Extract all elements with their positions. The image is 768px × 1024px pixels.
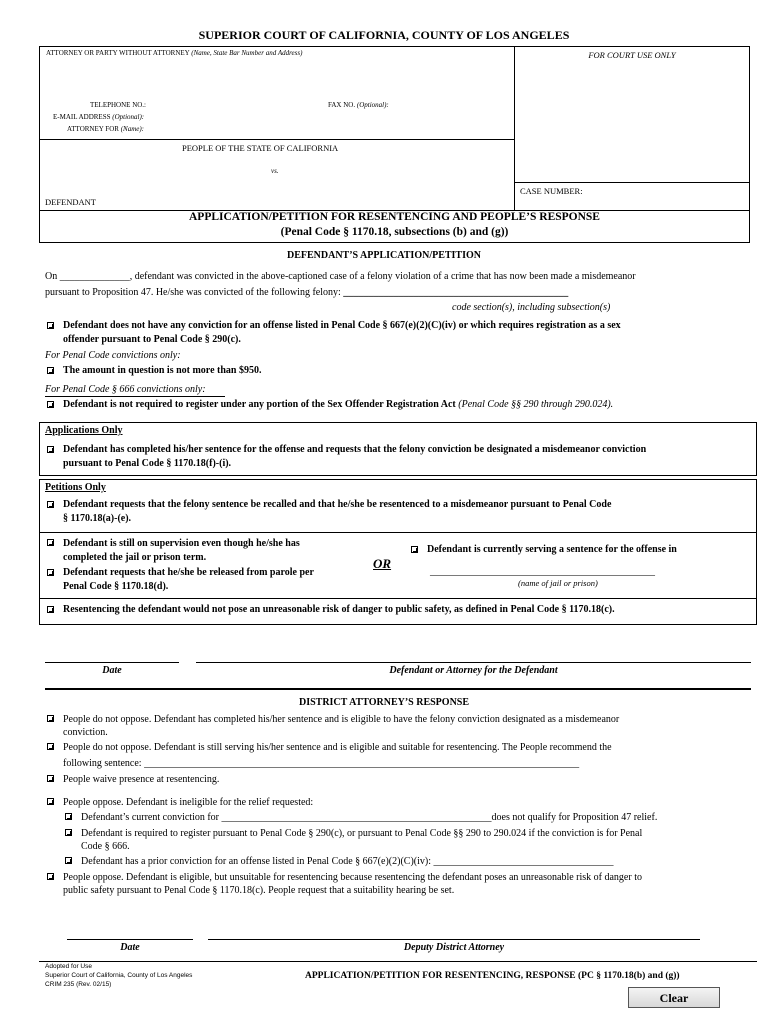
- no-risk-checkbox[interactable]: [47, 606, 54, 613]
- sub-current-conviction-text: Defendant’s current conviction for ______________________________________________________does not qualify for Proposition 47 relief.: [81, 812, 658, 823]
- defendant-section-heading: DEFENDANT’S APPLICATION/PETITION: [286, 250, 481, 261]
- no-risk-text: Resentencing the defendant would not pose an unreasonable risk of danger to public safety, as defined in Penal Code § 1170.18(c).: [63, 604, 615, 615]
- supervision-text-line2: completed the jail or prison term.: [63, 552, 207, 563]
- adopted-line2: Superior Court of California, County of Los Angeles: [45, 972, 193, 979]
- section-separator: [45, 688, 751, 690]
- petitions-divider-1: [39, 532, 757, 533]
- defendant-signature-label: Defendant or Attorney for the Defendant: [389, 665, 558, 676]
- date-label-2: Date: [120, 942, 140, 953]
- jail-name-field[interactable]: _____________________________________________: [430, 566, 655, 577]
- penal-666-underline: [45, 396, 225, 397]
- applications-heading: Applications Only: [45, 425, 123, 436]
- da-oppose-unsuitable-line2: public safety pursuant to Penal Code § 1170.18(c). People request that a suitability hearing be set.: [63, 885, 455, 896]
- form-title-line2: (Penal Code § 1170.18, subsections (b) and (g)): [280, 226, 509, 238]
- da-waive-presence-checkbox[interactable]: [47, 775, 54, 782]
- parole-text-line1: Defendant requests that he/she be released from parole per: [63, 567, 314, 578]
- footer-rule: [39, 961, 757, 962]
- da-signature-line[interactable]: [208, 939, 700, 940]
- date-line-1[interactable]: [45, 662, 179, 663]
- attorney-for-label: ATTORNEY FOR (Name):: [67, 125, 145, 133]
- petitions-heading: Petitions Only: [45, 482, 106, 493]
- parole-checkbox[interactable]: [47, 569, 54, 576]
- court-use-label: FOR COURT USE ONLY: [588, 50, 676, 60]
- da-no-oppose-serving-line1: People do not oppose. Defendant is still serving his/her sentence and is eligible and suitable for resentencing. The People recommend the: [63, 742, 612, 753]
- code-section-hint: code section(s), including subsection(s): [452, 302, 611, 313]
- current-conviction-field[interactable]: ______________________________________________________: [221, 812, 492, 823]
- no-conviction-checkbox[interactable]: [47, 322, 54, 329]
- case-number-label: CASE NUMBER:: [520, 186, 583, 196]
- conviction-paragraph-line2: pursuant to Proposition 47. He/she was convicted of the following felony: _____________________________________________: [45, 287, 569, 298]
- no-conviction-text-line1: Defendant does not have any conviction for an offense listed in Penal Code § 667(e)(2)(C)(iv) or which requires registration as a sex: [63, 320, 621, 331]
- not-required-register-checkbox[interactable]: [47, 401, 54, 408]
- da-oppose-ineligible-checkbox[interactable]: [47, 798, 54, 805]
- adopted-line3: CRIM 235 (Rev. 02/15): [45, 981, 112, 988]
- petitions-divider-2: [39, 598, 757, 599]
- date-line-2[interactable]: [67, 939, 193, 940]
- sub-current-conviction-checkbox[interactable]: [65, 813, 72, 820]
- parole-text-line2: Penal Code § 1170.18(d).: [63, 581, 169, 592]
- attorney-box-bottom: [39, 139, 514, 140]
- recommended-sentence-field[interactable]: _______________________________________________________________________________________: [144, 758, 580, 769]
- or-label: OR: [373, 556, 392, 571]
- sub-register-text-line1: Defendant is required to register pursuant to Penal Code § 290(c), or pursuant to Penal Code §§ 290 to 290.024 if the conviction is for Penal: [81, 828, 643, 839]
- amount-text: The amount in question is not more than $950.: [63, 365, 262, 376]
- sub-register-text-line2: Code § 666.: [81, 841, 130, 852]
- defendant-signature-line[interactable]: [196, 662, 751, 663]
- application-text-line2: pursuant to Penal Code § 1170.18(f)-(i).: [63, 458, 232, 469]
- jail-name-hint: (name of jail or prison): [518, 578, 598, 588]
- caption-divider: [514, 46, 515, 211]
- date-label-1: Date: [102, 665, 122, 676]
- sub-prior-conviction-checkbox[interactable]: [65, 857, 72, 864]
- people-caption: PEOPLE OF THE STATE OF CALIFORNIA: [182, 143, 339, 153]
- application-text-line1: Defendant has completed his/her sentence for the offense and requests that the felony conviction be designated a misdemeanor conviction: [63, 444, 647, 455]
- clear-button[interactable]: Clear: [628, 987, 720, 1008]
- supervision-text-line1: Defendant is still on supervision even though he/she has: [63, 538, 300, 549]
- petition-recall-text-line2: § 1170.18(a)-(e).: [63, 513, 132, 524]
- da-waive-presence-text: People waive presence at resentencing.: [63, 774, 220, 785]
- no-conviction-text-line2: offender pursuant to Penal Code § 290(c).: [63, 334, 241, 345]
- penal-666-only-label: For Penal Code § 666 convictions only:: [45, 384, 206, 395]
- email-label: E-MAIL ADDRESS (Optional):: [53, 113, 145, 121]
- serving-sentence-checkbox[interactable]: [411, 546, 418, 553]
- da-no-oppose-serving-line2: following sentence: _______________________________________________________________________________________: [63, 758, 580, 769]
- petition-recall-text-line1: Defendant requests that the felony sentence be recalled and that he/she be resentenced to a misdemeanor pursuant to Penal Code: [63, 499, 612, 510]
- conviction-paragraph-line1: On ______________, defendant was convicted in the above-captioned case of a felony violation of a crime that has now been made a misdemeanor: [45, 271, 636, 282]
- prior-conviction-field[interactable]: ____________________________________: [433, 856, 614, 867]
- sub-prior-conviction-text: Defendant has a prior conviction for an offense listed in Penal Code § 667(e)(2)(C)(iv): ____________________________________: [81, 856, 614, 867]
- da-no-oppose-completed-line1: People do not oppose. Defendant has completed his/her sentence and is eligible to have the felony conviction designated as a misdemeanor: [63, 714, 620, 725]
- penal-code-only-label: For Penal Code convictions only:: [45, 350, 181, 361]
- serving-sentence-text: Defendant is currently serving a sentence for the offense in: [427, 544, 677, 555]
- da-oppose-unsuitable-line1: People oppose. Defendant is eligible, but unsuitable for resentencing because resentencing the defendant poses an unreasonable risk of danger to: [63, 872, 642, 883]
- petition-recall-checkbox[interactable]: [47, 501, 54, 508]
- attorney-label: ATTORNEY OR PARTY WITHOUT ATTORNEY (Name, State Bar Number and Address): [46, 49, 303, 57]
- not-required-register-text: Defendant is not required to register under any portion of the Sex Offender Registration Act (Penal Code §§ 290 through 290.024).: [63, 399, 614, 410]
- supervision-checkbox[interactable]: [47, 539, 54, 546]
- case-number-top: [514, 182, 750, 183]
- telephone-label: TELEPHONE NO.:: [90, 101, 146, 109]
- sub-register-checkbox[interactable]: [65, 829, 72, 836]
- da-no-oppose-completed-checkbox[interactable]: [47, 715, 54, 722]
- da-no-oppose-completed-line2: conviction.: [63, 727, 108, 738]
- vs-caption: vs.: [271, 167, 279, 175]
- amount-checkbox[interactable]: [47, 367, 54, 374]
- fax-label: FAX NO. (Optional):: [328, 101, 389, 109]
- da-oppose-ineligible-text: People oppose. Defendant is ineligible for the relief requested:: [63, 797, 314, 808]
- footer-form-title: APPLICATION/PETITION FOR RESENTENCING, RESPONSE (PC § 1170.18(b) and (g)): [305, 971, 680, 981]
- court-title: SUPERIOR COURT OF CALIFORNIA, COUNTY OF LOS ANGELES: [198, 28, 570, 42]
- da-signature-label: Deputy District Attorney: [403, 942, 505, 953]
- da-section-heading: DISTRICT ATTORNEY’S RESPONSE: [298, 697, 470, 708]
- defendant-caption: DEFENDANT: [45, 197, 96, 207]
- form-title-line1: APPLICATION/PETITION FOR RESENTENCING AND PEOPLE’S RESPONSE: [189, 211, 600, 223]
- application-checkbox[interactable]: [47, 446, 54, 453]
- da-oppose-unsuitable-checkbox[interactable]: [47, 873, 54, 880]
- felony-field[interactable]: _____________________________________________: [343, 287, 569, 298]
- da-no-oppose-serving-checkbox[interactable]: [47, 743, 54, 750]
- adopted-line1: Adopted for Use: [45, 963, 92, 970]
